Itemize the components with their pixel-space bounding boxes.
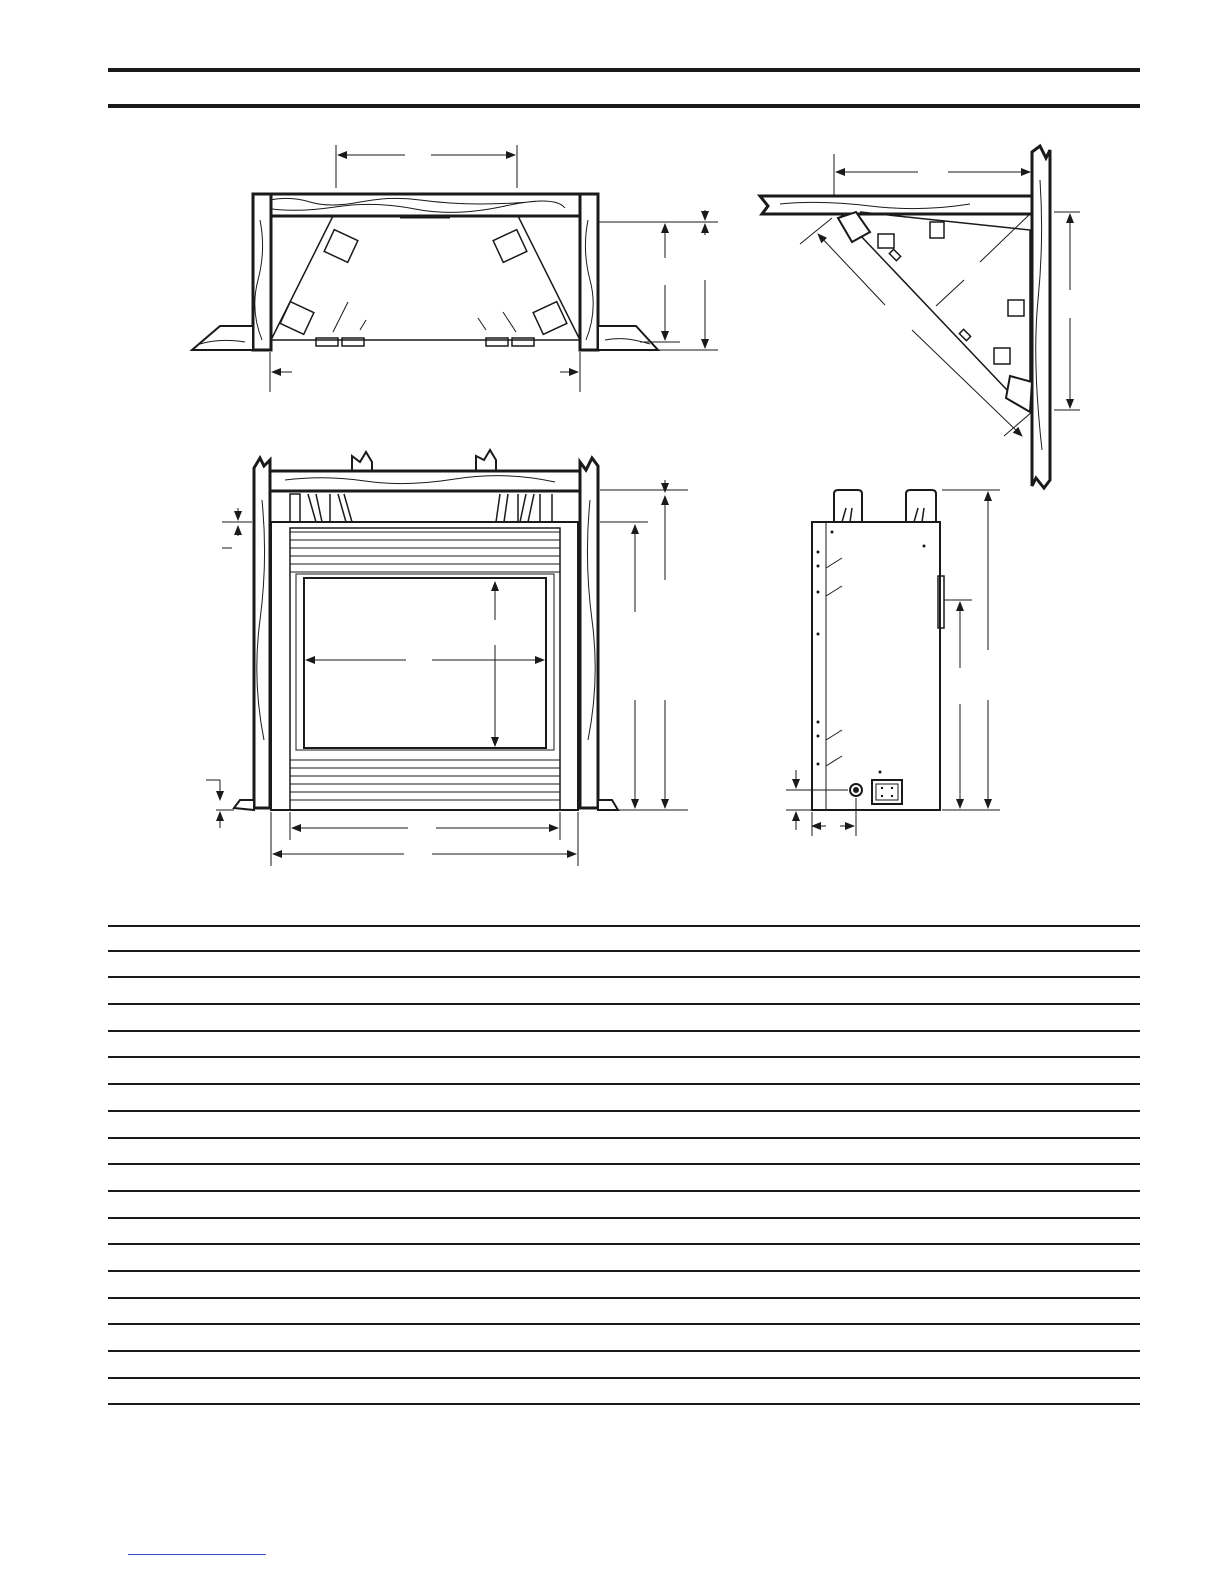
table-row xyxy=(108,1085,1140,1112)
table-row xyxy=(108,1112,1140,1139)
table-row xyxy=(108,1299,1140,1326)
table-row xyxy=(108,925,1140,952)
table-row xyxy=(108,1352,1140,1379)
table-row xyxy=(108,1245,1140,1272)
corner-view-drawing xyxy=(760,146,1080,488)
table-row xyxy=(108,1139,1140,1166)
specifications-table xyxy=(108,925,1140,1405)
table-row xyxy=(108,1379,1140,1406)
table-row xyxy=(108,1005,1140,1032)
table-row xyxy=(108,952,1140,979)
table-row xyxy=(108,1058,1140,1085)
table-row xyxy=(108,1272,1140,1299)
table-row xyxy=(108,1325,1140,1352)
footer-link-underline[interactable] xyxy=(128,1554,266,1555)
table-row xyxy=(108,1192,1140,1219)
table-row xyxy=(108,1219,1140,1246)
top-view-drawing xyxy=(192,145,718,392)
table-row xyxy=(108,978,1140,1005)
front-view-drawing xyxy=(206,450,688,866)
table-row xyxy=(108,1165,1140,1192)
table-row xyxy=(108,1032,1140,1059)
side-view-drawing xyxy=(786,490,1000,836)
